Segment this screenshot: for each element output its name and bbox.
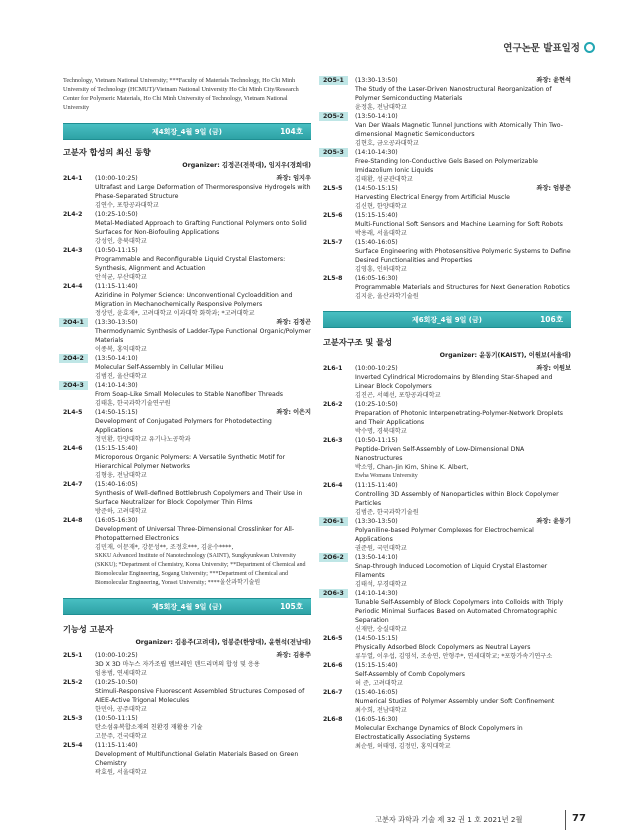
page-header — [503, 40, 595, 54]
room-banner-4 — [63, 123, 311, 140]
session-entry — [323, 238, 571, 274]
session-code: 2O4-3 — [59, 381, 88, 390]
session-time: (10:25-10:50) — [95, 211, 138, 218]
session-authors: 임용범, 연세대학교 — [95, 670, 147, 677]
footer-journal: 고분자 과학과 기술 제 32 권 1 호 2021년 2월 — [375, 815, 523, 824]
session-time: (15:40-16:05) — [95, 481, 138, 488]
banner-label: 제5회장_4월 9일 (금) — [152, 602, 222, 611]
session-entry — [323, 589, 571, 634]
session-authors: 고문주, 건국대학교 — [95, 733, 147, 740]
session-code: 2L6-5 — [323, 635, 343, 642]
session-time: (11:15-11:40) — [355, 482, 398, 489]
session-entry — [63, 381, 311, 408]
session-code: 2L4-5 — [63, 409, 83, 416]
session-entry — [323, 517, 571, 553]
room-number: 106호 — [540, 315, 563, 324]
session-title: Peptide-Driven Self-Assembly of Low-Dimensional DNA Nanostructures — [355, 446, 525, 462]
session-time: (14:10-14:30) — [95, 382, 138, 389]
session-code: 2O4-2 — [59, 354, 88, 363]
session-authors: 신재만, 숭실대학교 — [355, 626, 407, 633]
session-time: (13:30-13:50) — [355, 518, 398, 525]
session-time: (13:50-14:10) — [355, 554, 398, 561]
session-time: (11:15-11:40) — [95, 283, 138, 290]
session-title: Physically Adsorbed Block Copolymers as Neutral Layers — [355, 644, 531, 651]
session-time: (14:50-15:15) — [95, 409, 138, 416]
circle-icon — [584, 42, 595, 53]
page-number: 77 — [572, 813, 586, 824]
session-title: Polyaniline-based Polymer Complexes for Electrochemical Applications — [355, 527, 534, 543]
session-title: Aziridine in Polymer Science: Unconventional Cycloaddition and Migration in Mechanochemically Responsive Polymers — [95, 292, 293, 308]
session-title: 3D X 3D 마누스 자가조립 멤브레인 덴드리머의 합성 및 응용 — [95, 661, 260, 668]
session-time: (10:25-10:50) — [95, 679, 138, 686]
session-authors: 김범준, 한국과학기술원 — [355, 509, 419, 516]
session-title: Tunable Self-Assembly of Block Copolymers into Colloids with Triply Periodic Minimal Surfaces Based on Automated Chromatographic Separation — [355, 599, 563, 624]
session-authors: 윤정훈, 전남대학교 — [355, 104, 407, 111]
session-entry — [323, 715, 571, 751]
session-list — [323, 364, 571, 751]
session-authors: 이종복, 홍익대학교 — [95, 346, 147, 353]
session-code: 2L6-1 — [323, 365, 343, 372]
session-title: Synthesis of Well-defined Bottlebrush Copolymers and Their Use in Surface Neutralizer for Block Copolymer Thin Films — [95, 490, 303, 506]
session-code: 2L4-1 — [63, 175, 83, 182]
left-column — [63, 76, 311, 777]
session-code: 2L4-2 — [63, 211, 83, 218]
session-time: (16:05-16:30) — [355, 716, 398, 723]
session-code: 2O6-2 — [319, 553, 348, 562]
session-code: 2L4-4 — [63, 283, 83, 290]
session-authors: 김영흥, 인하대학교 — [355, 266, 407, 273]
session-list — [323, 76, 571, 301]
session-authors: 정민환, 한양대학교 유기나노공학과 — [95, 436, 191, 443]
session-title: Stimuli-Responsive Fluorescent Assembled Structures Composed of AIEE-Active Trigonal Molecules — [95, 688, 305, 704]
session-authors: 김태석, 부경대학교 — [355, 581, 407, 588]
affiliation-continued: Technology, Vietnam National University; ***Faculty of Materials Technology, Ho Chi Minh University of Technology (HCMUT)/Vietnam National University Ho Chi Minh City/Research Center for Polymeric Materials, Ho Chi Minh University of Technology, Vietnam National University — [63, 77, 299, 111]
session-title: Thermodynamic Synthesis of Ladder-Type Functional Organic/Polymer Materials — [95, 328, 311, 344]
session-authors: 방준하, 고려대학교 — [95, 508, 147, 515]
session-chair: 좌장: 임지우 — [276, 175, 311, 182]
session-entry — [63, 246, 311, 282]
session-code: 2L4-6 — [63, 445, 83, 452]
session-entry — [323, 274, 571, 301]
session-time: (13:50-14:10) — [95, 355, 138, 362]
session-entry — [323, 76, 571, 112]
session-time: (11:15-11:40) — [95, 742, 138, 749]
session-time: (15:40-16:05) — [355, 689, 398, 696]
session-authors: 박용래, 서울대학교 — [355, 230, 407, 237]
room-number: 104호 — [280, 127, 303, 136]
room-banner-5 — [63, 598, 311, 615]
session-code: 2L6-8 — [323, 716, 343, 723]
session-authors: 김범진, 울산대학교 — [95, 373, 147, 380]
organizer-line: Organizer: 김용주(고려대), 엄봉준(한양대), 윤현석(전남대) — [135, 639, 311, 646]
session-chair: 좌장: 이원보 — [536, 365, 571, 372]
session-entry — [63, 678, 311, 714]
footer-divider — [565, 810, 566, 830]
session-time: (16:05-16:30) — [355, 275, 398, 282]
session-code: 2L6-3 — [323, 437, 343, 444]
session-code: 2L4-8 — [63, 517, 83, 524]
session-authors: 김형웅, 전남대학교 — [95, 472, 147, 479]
session-code: 2L4-7 — [63, 481, 83, 488]
session-entry — [323, 364, 571, 400]
session-code: 2L5-4 — [63, 742, 83, 749]
session-entry — [63, 651, 311, 678]
session-authors: 김민재, 이문재*, 강문성**, 조정호***, 김윤수****, — [95, 544, 234, 551]
session-code: 2O6-3 — [319, 589, 348, 598]
session-title: Free-Standing Ion-Conductive Gels Based on Polymerizable Imidazolium Ionic Liquids — [355, 158, 538, 174]
session-chair: 좌장: 윤동기 — [536, 518, 571, 525]
session-time: (14:10-14:30) — [355, 590, 398, 597]
session-entry — [323, 661, 571, 688]
session-code: 2O5-2 — [319, 112, 348, 121]
organizer-line: Organizer: 윤동기(KAIST), 이원보(서울대) — [439, 352, 571, 359]
session-authors: 김현호, 금오공과대학교 — [355, 140, 419, 147]
banner-label: 제4회장_4월 9일 (금) — [152, 127, 222, 136]
session-authors: 곽효원, 서울대학교 — [95, 769, 147, 776]
session-code: 2L5-3 — [63, 715, 83, 722]
session-entry — [323, 634, 571, 661]
session-entry — [323, 481, 571, 517]
session-chair: 좌장: 김용주 — [276, 652, 311, 659]
session-title: Van Der Waals Magnetic Tunnel Junctions with Atomically Thin Two-dimensional Magnetic Semiconductors — [355, 122, 563, 138]
session-title: Surface Engineering with Photosensitive Polymeric Systems to Define Desired Functionalities and Properties — [355, 248, 571, 264]
session-code: 2L6-6 — [323, 662, 343, 669]
organizer-line: Organizer: 김정곤(전북대), 임지우(경희대) — [182, 162, 311, 169]
session-entry — [323, 436, 571, 481]
session-time: (15:15-15:40) — [95, 445, 138, 452]
session-authors: 김태환, 성균관대학교 — [355, 176, 413, 183]
session-title: Preparation of Photonic Interpenetrating-Polymer-Network Droplets and Their Applications — [355, 410, 564, 426]
session-entry — [63, 354, 311, 381]
session-time: (10:00-10:25) — [355, 365, 398, 372]
session-code: 2L5-5 — [323, 185, 343, 192]
session-title: Metal-Mediated Approach to Grafting Functional Polymers onto Solid Surfaces for Non-Biofouling Applications — [95, 220, 307, 236]
session-time: (13:50-14:10) — [355, 113, 398, 120]
session-affiliation: SKKU Advanced Institute of Nanotechnology (SAINT), Sungkyunkwan University (SKKU); *Department of Chemistry, Korea University; **Department of Chemical and Biomolecular Engineering, Sogang University; ***Department of Chemical and Biomolecular Engineering, Yonsei University; ****울산과학기술원 — [95, 553, 306, 586]
session-time: (13:30-13:50) — [95, 319, 138, 326]
section-title: 고분자 합성의 최신 동향 — [63, 147, 151, 157]
session-code: 2O5-3 — [319, 148, 348, 157]
session-title: Controlling 3D Assembly of Nanoparticles within Block Copolymer Particles — [355, 491, 559, 507]
section-title: 고분자구조 및 물성 — [323, 337, 392, 347]
session-code: 2O5-1 — [319, 76, 348, 85]
session-list — [63, 651, 311, 777]
session-entry — [63, 282, 311, 318]
session-code: 2O6-1 — [319, 517, 348, 526]
session-authors: 김신현, 한양대학교 — [355, 203, 407, 210]
session-title: Microporous Organic Polymers: A Versatile Synthetic Motif for Hierarchical Polymer Networks — [95, 454, 286, 470]
session-code: 2L6-2 — [323, 401, 343, 408]
session-entry — [63, 318, 311, 354]
session-chair: 좌장: 김정곤 — [276, 319, 311, 326]
session-code: 2L5-6 — [323, 212, 343, 219]
session-time: (10:50-11:15) — [355, 437, 398, 444]
session-title: Programmable Materials and Structures for Next Generation Robotics — [355, 284, 570, 291]
session-time: (15:15-15:40) — [355, 212, 398, 219]
session-code: 2L5-2 — [63, 679, 83, 686]
session-title: From Soap-Like Small Molecules to Stable Nanofiber Threads — [95, 391, 283, 398]
right-column — [323, 76, 571, 751]
session-time: (16:05-16:30) — [95, 517, 138, 524]
session-time: (15:40-16:05) — [355, 239, 398, 246]
session-chair: 좌장: 윤현석 — [536, 77, 571, 84]
room-banner-6 — [323, 311, 571, 328]
session-title: Ultrafast and Large Deformation of Thermoresponsive Hydrogels with Phase-Separated Structure — [95, 184, 311, 200]
banner-label: 제6회장_4월 9일 (금) — [412, 315, 482, 324]
session-entry — [323, 148, 571, 184]
session-authors: 김연수, 포항공과대학교 — [95, 202, 159, 209]
session-authors: 정상민, 윤효재*, 고려대학교 이과대학 화학과; *고려대학교 — [95, 310, 255, 317]
session-time: (13:30-13:50) — [355, 77, 398, 84]
session-time: (10:50-11:15) — [95, 247, 138, 254]
session-title: 탄소섬유복합소재의 친환경 재활용 기술 — [95, 724, 203, 731]
session-authors: 류두열, 이우섭, 김영석, 조송연, 안형주*, 연세대학교; *포항가속기연구소 — [355, 653, 553, 660]
session-title: Development of Universal Three-Dimensional Crosslinker for All-Photopatterned Electronics — [95, 526, 295, 542]
session-authors: 최순원, 허태영, 김정민, 홍익대학교 — [355, 743, 451, 750]
session-title: Harvesting Electrical Energy from Artificial Muscle — [355, 194, 510, 201]
session-code: 2L6-4 — [323, 482, 343, 489]
session-entry — [323, 184, 571, 211]
session-entry — [63, 741, 311, 777]
session-authors: 김태훈, 한국과학기술연구원 — [95, 400, 171, 407]
session-title: Molecular Exchange Dynamics of Block Copolymers in Electrostatically Associating Systems — [355, 725, 523, 741]
session-code: 2O4-1 — [59, 318, 88, 327]
session-entry — [63, 516, 311, 588]
session-time: (14:50-15:15) — [355, 185, 398, 192]
room-number: 105호 — [280, 602, 303, 611]
session-list — [63, 174, 311, 588]
session-title: Programmable and Reconfigurable Liquid Crystal Elastomers: Synthesis, Alignment and Actuation — [95, 256, 286, 272]
session-affiliation: Ewha Womans University — [355, 473, 418, 479]
session-time: (15:15-15:40) — [355, 662, 398, 669]
session-chair: 좌장: 엄봉준 — [536, 185, 571, 192]
session-entry — [63, 480, 311, 516]
session-title: Inverted Cylindrical Microdomains by Blending Star-Shaped and Linear Block Copolymers — [355, 374, 553, 390]
session-title: The Study of the Laser-Driven Nanostructural Reorganization of Polymer Semiconducting Materials — [355, 86, 552, 102]
session-chair: 좌장: 이은지 — [276, 409, 311, 416]
session-title: Snap-through Induced Locomotion of Liquid Crystal Elastomer Filaments — [355, 563, 548, 579]
header-title: 연구논문 발표일정 — [503, 43, 580, 54]
session-title: Numerical Studies of Polymer Assembly under Soft Confinement — [355, 698, 555, 705]
session-title: Molecular Self-Assembly in Cellular Milieu — [95, 364, 224, 371]
session-time: (10:25-10:50) — [355, 401, 398, 408]
session-authors: 권준원, 국민대학교 — [355, 545, 407, 552]
session-entry — [323, 553, 571, 589]
session-code: 2L5-8 — [323, 275, 343, 282]
session-time: (10:00-10:25) — [95, 652, 138, 659]
session-title: Multi-Functional Soft Sensors and Machine Learning for Soft Robots — [355, 221, 563, 228]
session-authors: 한민아, 공주대학교 — [95, 706, 147, 713]
session-time: (10:00-10:25) — [95, 175, 138, 182]
session-authors: 김지윤, 울산과학기술원 — [355, 293, 419, 300]
session-time: (14:50-15:15) — [355, 635, 398, 642]
session-entry — [323, 688, 571, 715]
session-authors: 허 준, 고려대학교 — [355, 680, 403, 687]
session-authors: 안석균, 부산대학교 — [95, 274, 147, 281]
session-time: (10:50-11:15) — [95, 715, 138, 722]
session-authors: 최수희, 전남대학교 — [355, 707, 407, 714]
session-code: 2L5-1 — [63, 652, 83, 659]
session-entry — [63, 714, 311, 741]
session-authors: 김진곤, 서혜선, 포항공과대학교 — [355, 392, 441, 399]
session-title: Development of Conjugated Polymers for Photodetecting Applications — [95, 418, 272, 434]
session-code: 2L6-7 — [323, 689, 343, 696]
session-entry — [63, 210, 311, 246]
session-authors: 강성인, 충북대학교 — [95, 238, 147, 245]
session-entry — [63, 174, 311, 210]
session-entry — [323, 400, 571, 436]
section-title: 기능성 고분자 — [63, 624, 114, 634]
session-code: 2L5-7 — [323, 239, 343, 246]
session-entry — [63, 444, 311, 480]
session-entry — [63, 408, 311, 444]
session-time: (14:10-14:30) — [355, 149, 398, 156]
session-title: Self-Assembly of Comb Copolymers — [355, 671, 465, 678]
session-entry — [323, 211, 571, 238]
session-authors: 박소영, Chan-Jin Kim, Shine K. Albert, — [355, 464, 469, 471]
session-title: Development of Multifunctional Gelatin Materials Based on Green Chemistry — [95, 751, 299, 767]
session-code: 2L4-3 — [63, 247, 83, 254]
session-authors: 박수명, 경북대학교 — [355, 428, 407, 435]
session-entry — [323, 112, 571, 148]
